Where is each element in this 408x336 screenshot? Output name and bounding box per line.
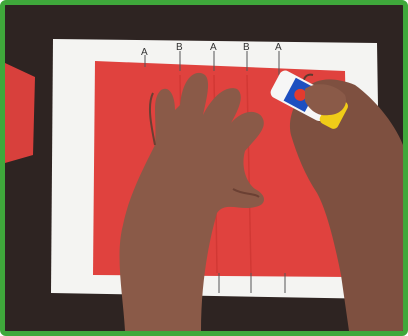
top-label: A (275, 42, 282, 53)
top-label: B (243, 42, 250, 53)
top-label: A (210, 42, 217, 53)
top-label: B (176, 42, 183, 53)
top-label: A (141, 47, 148, 58)
red-paper-scrap (5, 63, 35, 163)
craft-scene (5, 5, 403, 331)
